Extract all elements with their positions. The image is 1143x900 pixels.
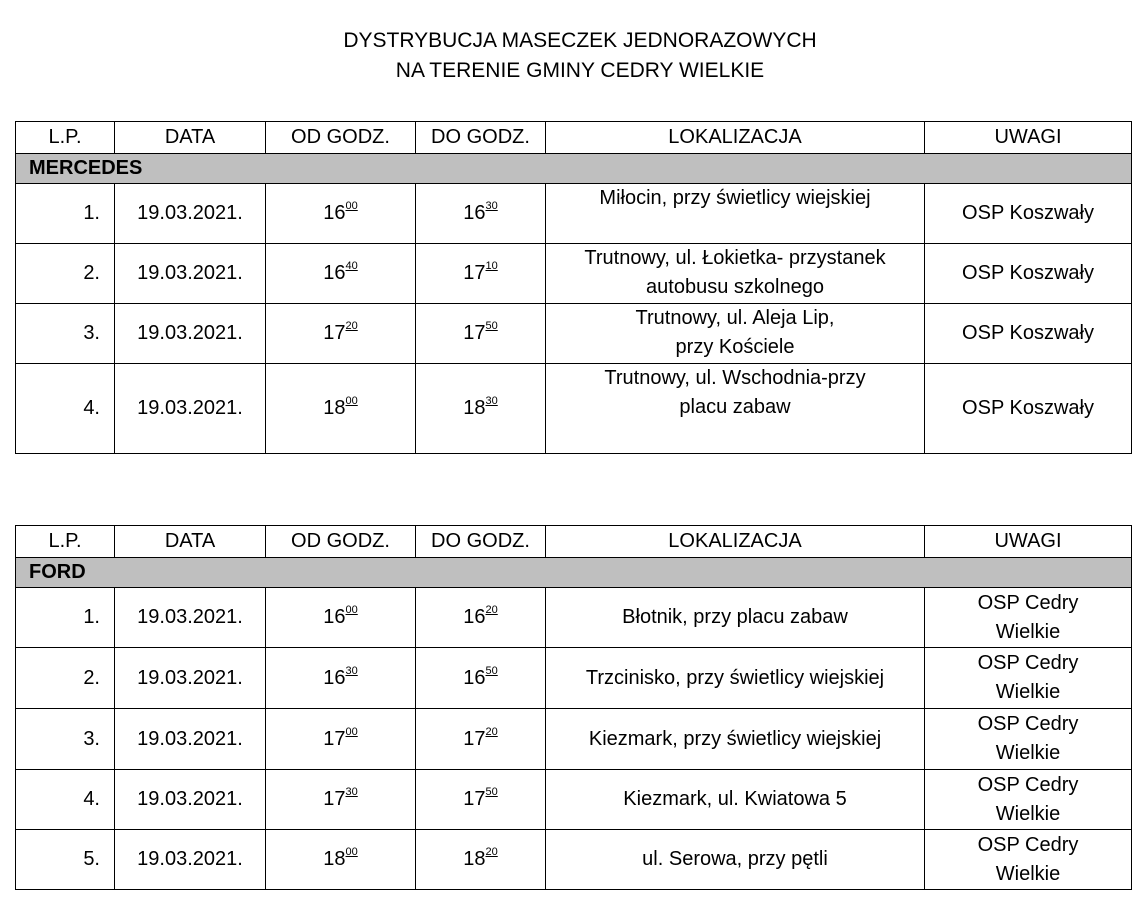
to-minutes: 10 (485, 260, 498, 273)
cell-lp: 3. (16, 709, 115, 770)
cell-date: 19.03.2021. (115, 244, 266, 304)
cell-remarks (925, 184, 1132, 244)
to-minutes: 50 (485, 664, 498, 677)
from-hour: 18 (323, 848, 346, 870)
remarks-line-1: OSP Cedry (977, 773, 1079, 796)
to-minutes: 20 (485, 725, 498, 738)
cell-from-time (266, 588, 416, 648)
remarks-line-1: OSP Koszwały (962, 397, 1094, 419)
to-minutes: 30 (485, 395, 498, 408)
from-hour: 16 (323, 606, 346, 628)
location-line-1: Kiezmark, przy świetlicy wiejskiej (588, 727, 882, 750)
remarks-line-2: Wielkie (995, 742, 1061, 764)
cell-location (546, 648, 925, 709)
group-label: FORD (16, 558, 1132, 588)
to-hour: 17 (463, 788, 486, 810)
location-line-1: Kiezmark, ul. Kwiatowa 5 (623, 788, 847, 810)
cell-remarks (925, 364, 1132, 454)
location-line-1: Miłocin, przy świetlicy wiejskiej (599, 187, 871, 209)
cell-to-time (416, 770, 546, 830)
cell-lp: 5. (16, 830, 115, 890)
cell-to-time (416, 364, 546, 454)
remarks-line-2: Wielkie (995, 681, 1061, 703)
cell-to-time (416, 648, 546, 709)
group-row (16, 558, 1132, 588)
cell-from-time (266, 184, 416, 244)
to-hour: 17 (463, 322, 486, 344)
cell-remarks (925, 588, 1132, 648)
to-hour: 18 (463, 848, 486, 870)
table-row (16, 244, 1132, 304)
cell-remarks (925, 304, 1132, 364)
to-minutes: 20 (485, 604, 498, 617)
header-row (16, 526, 1132, 558)
remarks-line-1: OSP Koszwały (962, 202, 1094, 224)
cell-date: 19.03.2021. (115, 648, 266, 709)
cell-date: 19.03.2021. (115, 364, 266, 454)
group-label: MERCEDES (16, 154, 1132, 184)
remarks-line-2: Wielkie (995, 620, 1061, 643)
from-minutes: 00 (345, 200, 358, 213)
to-hour: 16 (463, 666, 486, 689)
cell-location (546, 830, 925, 890)
col-header-remarks: UWAGI (925, 122, 1132, 154)
cell-from-time (266, 364, 416, 454)
cell-lp: 4. (16, 770, 115, 830)
location-line-2: przy Kościele (675, 336, 795, 358)
col-header-location: LOKALIZACJA (546, 526, 925, 558)
remarks-line-2: Wielkie (995, 802, 1061, 825)
cell-location (546, 588, 925, 648)
from-minutes: 30 (345, 786, 358, 799)
cell-lp: 2. (16, 648, 115, 709)
to-minutes: 50 (485, 786, 498, 799)
table-row (16, 770, 1132, 830)
table-row (16, 648, 1132, 709)
cell-to-time (416, 244, 546, 304)
table-row (16, 709, 1132, 770)
from-minutes: 30 (345, 664, 358, 677)
location-line-1: Błotnik, przy placu zabaw (622, 606, 848, 628)
cell-date: 19.03.2021. (115, 770, 266, 830)
cell-date: 19.03.2021. (115, 709, 266, 770)
cell-remarks (925, 830, 1132, 890)
col-header-to: DO GODZ. (416, 122, 546, 154)
to-hour: 18 (463, 397, 486, 419)
cell-to-time (416, 830, 546, 890)
location-line-1: Trutnowy, ul. Wschodnia-przy (604, 367, 866, 389)
cell-remarks (925, 648, 1132, 709)
remarks-line-1: OSP Cedry (977, 652, 1079, 674)
cell-location (546, 244, 925, 304)
cell-from-time (266, 244, 416, 304)
cell-lp: 4. (16, 364, 115, 454)
cell-lp: 2. (16, 244, 115, 304)
from-minutes: 20 (345, 320, 358, 333)
schedule-table-ford (15, 525, 1132, 890)
table-row (16, 184, 1132, 244)
cell-to-time (416, 184, 546, 244)
group-row (16, 154, 1132, 184)
cell-lp: 1. (16, 588, 115, 648)
col-header-location: LOKALIZACJA (546, 122, 925, 154)
cell-to-time (416, 709, 546, 770)
location-line-1: Trutnowy, ul. Łokietka- przystanek (584, 247, 886, 269)
location-line-2: autobusu szkolnego (646, 276, 824, 298)
location-line-2: placu zabaw (679, 396, 791, 418)
to-hour: 17 (463, 262, 486, 284)
from-hour: 16 (323, 202, 346, 224)
to-minutes: 30 (485, 200, 498, 213)
location-line-1: Trzcinisko, przy świetlicy wiejskiej (585, 666, 885, 689)
from-hour: 17 (323, 727, 346, 750)
cell-lp: 1. (16, 184, 115, 244)
from-minutes: 00 (345, 725, 358, 738)
from-minutes: 00 (345, 604, 358, 617)
col-header-date: DATA (115, 122, 266, 154)
cell-from-time (266, 304, 416, 364)
remarks-line-1: OSP Cedry (977, 591, 1079, 614)
to-minutes: 50 (485, 320, 498, 333)
cell-from-time (266, 830, 416, 890)
cell-location (546, 304, 925, 364)
cell-remarks (925, 709, 1132, 770)
col-header-from: OD GODZ. (266, 122, 416, 154)
remarks-line-1: OSP Cedry (977, 713, 1079, 735)
cell-remarks (925, 770, 1132, 830)
col-header-lp: L.P. (16, 122, 115, 154)
col-header-to: DO GODZ. (416, 526, 546, 558)
remarks-line-1: OSP Koszwały (962, 322, 1094, 344)
title-line-2: NA TERENIE GMINY CEDRY WIELKIE (395, 59, 765, 82)
col-header-date: DATA (115, 526, 266, 558)
from-minutes: 00 (345, 395, 358, 408)
schedule-table-mercedes (15, 121, 1132, 454)
cell-to-time (416, 304, 546, 364)
cell-location (546, 364, 925, 454)
col-header-remarks: UWAGI (925, 526, 1132, 558)
cell-date: 19.03.2021. (115, 184, 266, 244)
to-hour: 16 (463, 606, 486, 628)
table-row (16, 304, 1132, 364)
header-row (16, 122, 1132, 154)
from-hour: 17 (323, 788, 346, 810)
cell-from-time (266, 709, 416, 770)
remarks-line-1: OSP Cedry (977, 833, 1079, 856)
cell-lp: 3. (16, 304, 115, 364)
table-row (16, 588, 1132, 648)
location-line-1: ul. Serowa, przy pętli (642, 848, 828, 870)
cell-date: 19.03.2021. (115, 830, 266, 890)
remarks-line-1: OSP Koszwały (962, 262, 1094, 284)
cell-from-time (266, 770, 416, 830)
cell-to-time (416, 588, 546, 648)
cell-remarks (925, 244, 1132, 304)
from-hour: 16 (323, 262, 346, 284)
from-hour: 16 (323, 666, 346, 689)
cell-date: 19.03.2021. (115, 304, 266, 364)
cell-location (546, 184, 925, 244)
table-row (16, 830, 1132, 890)
cell-location (546, 770, 925, 830)
cell-date: 19.03.2021. (115, 588, 266, 648)
document-title (0, 26, 1143, 86)
location-line-1: Trutnowy, ul. Aleja Lip, (635, 307, 835, 329)
remarks-line-2: Wielkie (995, 862, 1061, 885)
to-hour: 16 (463, 202, 486, 224)
table-row (16, 364, 1132, 454)
title-line-1: DYSTRYBUCJA MASECZEK JEDNORAZOWYCH (343, 29, 817, 52)
cell-location (546, 709, 925, 770)
from-minutes: 40 (345, 260, 358, 273)
col-header-lp: L.P. (16, 526, 115, 558)
to-minutes: 20 (485, 846, 498, 859)
from-minutes: 00 (345, 846, 358, 859)
cell-from-time (266, 648, 416, 709)
from-hour: 17 (323, 322, 346, 344)
from-hour: 18 (323, 397, 346, 419)
to-hour: 17 (463, 727, 486, 750)
col-header-from: OD GODZ. (266, 526, 416, 558)
